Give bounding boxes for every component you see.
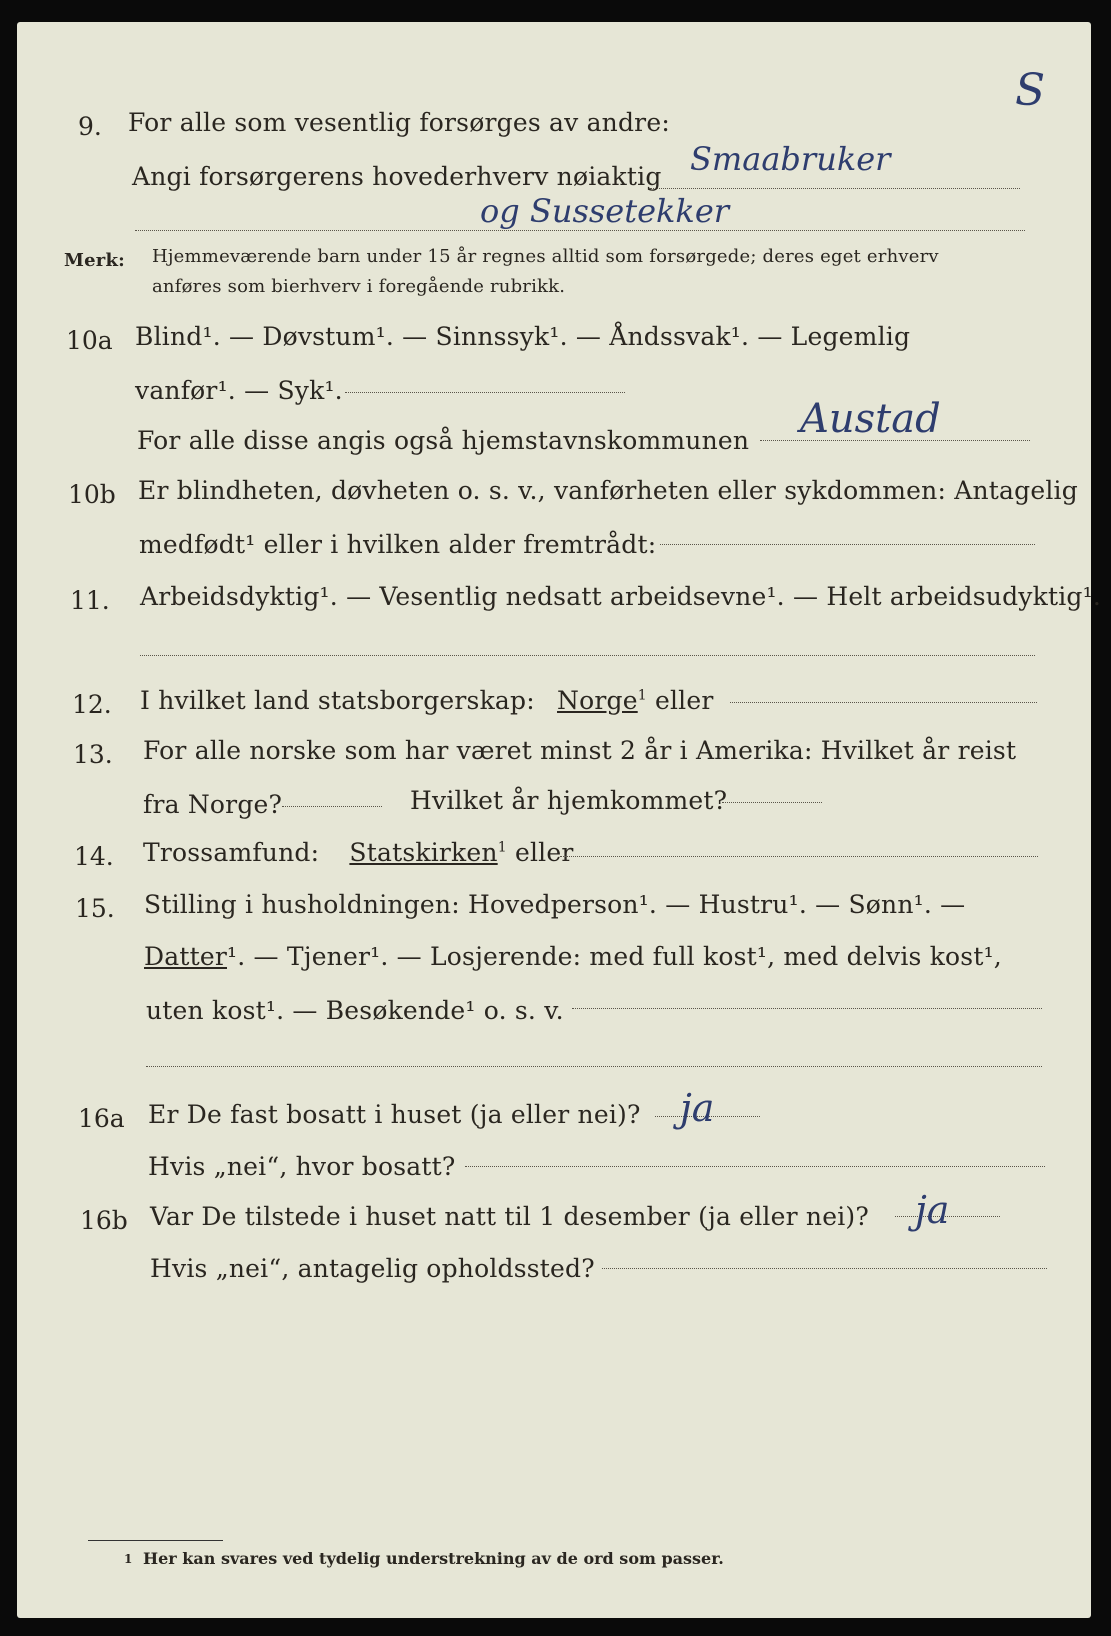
q16b-number: 16b bbox=[80, 1206, 128, 1235]
q13-blank-b bbox=[722, 802, 822, 803]
q15-option-datter: Datter bbox=[144, 942, 227, 971]
q14-blank bbox=[560, 856, 1038, 857]
q16b-line1: Var De tilstede i huset natt til 1 desember (ja eller nei)? bbox=[150, 1202, 869, 1231]
q9-line2: Angi forsørgerens hovederhverv nøiaktig bbox=[132, 162, 662, 191]
q15-line2-wrap bbox=[144, 942, 1002, 971]
q9-number: 9. bbox=[78, 112, 102, 141]
q9-line1: For alle som vesentlig forsørges av andre: bbox=[128, 108, 670, 137]
q10b-blank bbox=[660, 544, 1035, 545]
q10b-number: 10b bbox=[68, 480, 116, 509]
q10a-line1: Blind¹. — Døvstum¹. — Sinnssyk¹. — Åndssvak¹. — Legemlig bbox=[135, 322, 911, 351]
q9-answer-line1 bbox=[650, 188, 1020, 189]
q15-blank-1 bbox=[572, 1008, 1042, 1009]
q14-pre: Trossamfund: bbox=[143, 838, 320, 867]
merk-line1: Hjemmeværende barn under 15 år regnes alltid som forsørgede; deres eget erhverv bbox=[152, 246, 939, 267]
q14-text bbox=[143, 838, 574, 867]
footnote-rule bbox=[88, 1540, 223, 1541]
q16a-number: 16a bbox=[78, 1104, 125, 1133]
q13-blank-a bbox=[282, 806, 382, 807]
q14-number: 14. bbox=[74, 842, 114, 871]
q16a-blank-2 bbox=[465, 1166, 1045, 1167]
q12-option-norge: Norge bbox=[557, 686, 638, 715]
q16a-line1: Er De fast bosatt i huset (ja eller nei)? bbox=[148, 1100, 641, 1129]
q11-blank bbox=[140, 655, 1035, 656]
q16a-answer: ja bbox=[680, 1086, 715, 1130]
q10a-line2-blank bbox=[345, 392, 625, 393]
q15-line3: uten kost¹. — Besøkende¹ o. s. v. bbox=[146, 996, 564, 1025]
q10a-line3: For alle disse angis også hjemstavnskommunen bbox=[137, 426, 750, 455]
q16a-line2: Hvis „nei“, hvor bosatt? bbox=[148, 1152, 456, 1181]
q12-blank bbox=[730, 702, 1037, 703]
q12-post: eller bbox=[654, 686, 714, 715]
q11-line1: Arbeidsdyktig¹. — Vesentlig nedsatt arbeidsevne¹. — Helt arbeidsudyktig¹. bbox=[140, 582, 1101, 611]
merk-label: Merk: bbox=[64, 250, 125, 271]
q12-number: 12. bbox=[72, 690, 112, 719]
q10b-line2: medfødt¹ eller i hvilken alder fremtrådt: bbox=[139, 530, 657, 559]
q9-answer1: Smaabruker bbox=[690, 140, 891, 178]
q9-mark: S bbox=[1015, 65, 1046, 116]
q16b-blank-2 bbox=[602, 1268, 1047, 1269]
q14-sup: 1 bbox=[497, 839, 507, 856]
footnote-text: Her kan svares ved tydelig understrekning av de ord som passer. bbox=[143, 1549, 724, 1568]
q10a-number: 10a bbox=[66, 326, 113, 355]
q10b-line1: Er blindheten, døvheten o. s. v., vanførheten eller sykdommen: Antagelig bbox=[138, 476, 1078, 505]
q16b-line2: Hvis „nei“, antagelig opholdssted? bbox=[150, 1254, 595, 1283]
q15-number: 15. bbox=[75, 894, 115, 923]
q13-number: 13. bbox=[73, 740, 113, 769]
merk-line2: anføres som bierhverv i foregående rubrikk. bbox=[152, 276, 566, 297]
q11-number: 11. bbox=[70, 586, 110, 615]
q15-line1: Stilling i husholdningen: Hovedperson¹. — Hustru¹. — Sønn¹. — bbox=[144, 890, 966, 919]
q12-sup: 1 bbox=[637, 687, 647, 704]
q10a-line2: vanfør¹. — Syk¹. bbox=[135, 376, 343, 405]
q15-blank-2 bbox=[146, 1066, 1042, 1067]
q15-line2: ¹. — Tjener¹. — Losjerende: med full kost¹, med delvis kost¹, bbox=[227, 942, 1002, 971]
q14-post: eller bbox=[514, 838, 574, 867]
q9-answer2: og Sussetekker bbox=[480, 192, 730, 230]
q12-pre: I hvilket land statsborgerskap: bbox=[140, 686, 535, 715]
q13-line2b: Hvilket år hjemkommet? bbox=[410, 786, 728, 815]
q12-text bbox=[140, 686, 714, 715]
q13-line1: For alle norske som har været minst 2 år i Amerika: Hvilket år reist bbox=[143, 736, 1017, 765]
q16b-answer: ja bbox=[915, 1188, 950, 1232]
q10a-answer: Austad bbox=[800, 396, 941, 442]
footnote-mark: 1 bbox=[124, 1552, 133, 1566]
q13-line2a: fra Norge? bbox=[143, 790, 283, 819]
q9-answer-line2 bbox=[135, 230, 1025, 231]
q14-option-statskirken: Statskirken bbox=[349, 838, 498, 867]
